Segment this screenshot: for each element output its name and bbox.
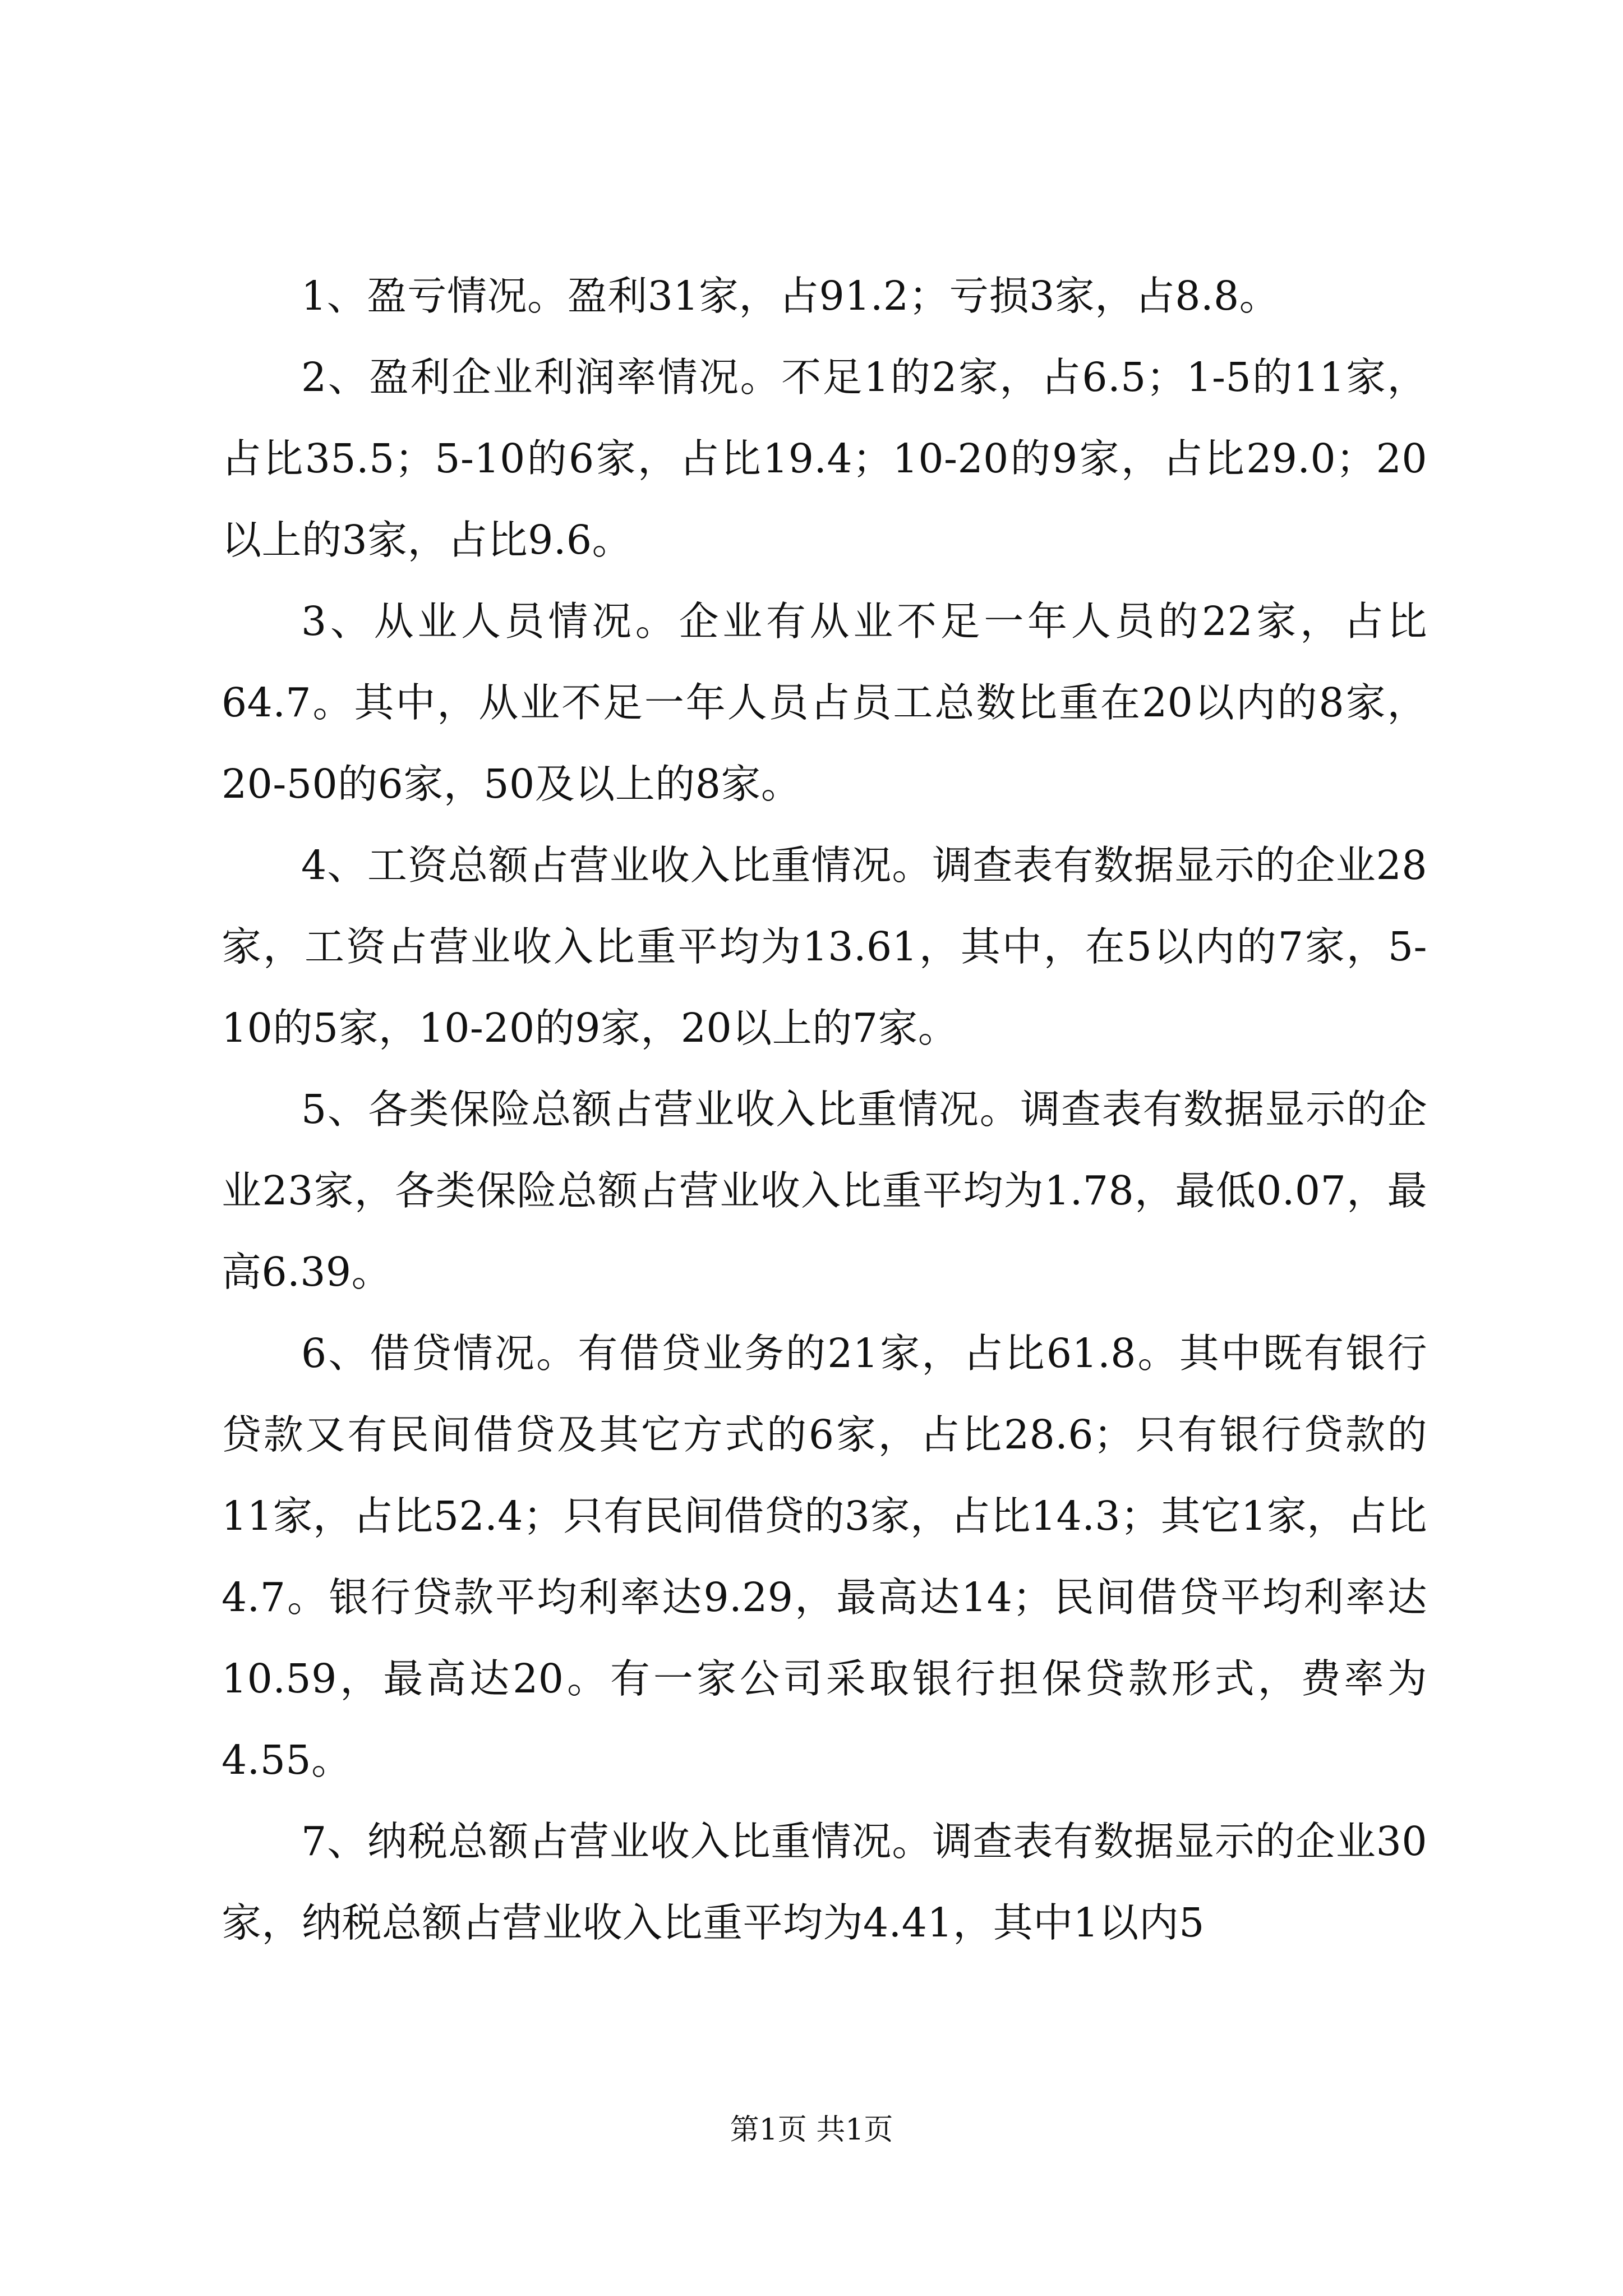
- paragraph-3: 3、从业人员情况。企业有从业不足一年人员的22家，占比64.7。其中，从业不足一年人员占员工总数比重在20以内的8家，20-50的6家，50及以上的8家。: [222, 598, 1427, 807]
- paragraph-1: 1、盈亏情况。盈利31家，占91.2；亏损3家，占8.8。: [301, 273, 1280, 319]
- paragraph-5: 5、各类保险总额占营业收入比重情况。调查表有数据显示的企业23家，各类保险总额占营业收入比重平均为1.78，最低0.07，最高6.39。: [222, 1086, 1427, 1295]
- document-body: [222, 255, 1427, 1963]
- page-footer: 第1页 共1页: [730, 2113, 893, 2147]
- paragraph-4: 4、工资总额占营业收入比重情况。调查表有数据显示的企业28家，工资占营业收入比重平均为13.61，其中，在5以内的7家，5-10的5家，10-20的9家，20以上的7家。: [222, 842, 1427, 1051]
- paragraph-6: 6、借贷情况。有借贷业务的21家，占比61.8。其中既有银行贷款又有民间借贷及其它方式的6家，占比28.6；只有银行贷款的11家，占比52.4；只有民间借贷的3家，占比14.3；其它1家，占比4.7。银行贷款平均利率达9.29，最高达14；民间借贷平均利率达10.59，最高达20。有一家公司采取银行担保贷款形式，费率为4.55。: [222, 1330, 1427, 1783]
- paragraph-7: 7、纳税总额占营业收入比重情况。调查表有数据显示的企业30家，纳税总额占营业收入比重平均为4.41，其中1以内5: [222, 1818, 1427, 1946]
- paragraph-2: 2、盈利企业利润率情况。不足1的2家，占6.5；1-5的11家，占比35.5；5-10的6家，占比19.4；10-20的9家，占比29.0；20以上的3家，占比9.6。: [222, 354, 1427, 563]
